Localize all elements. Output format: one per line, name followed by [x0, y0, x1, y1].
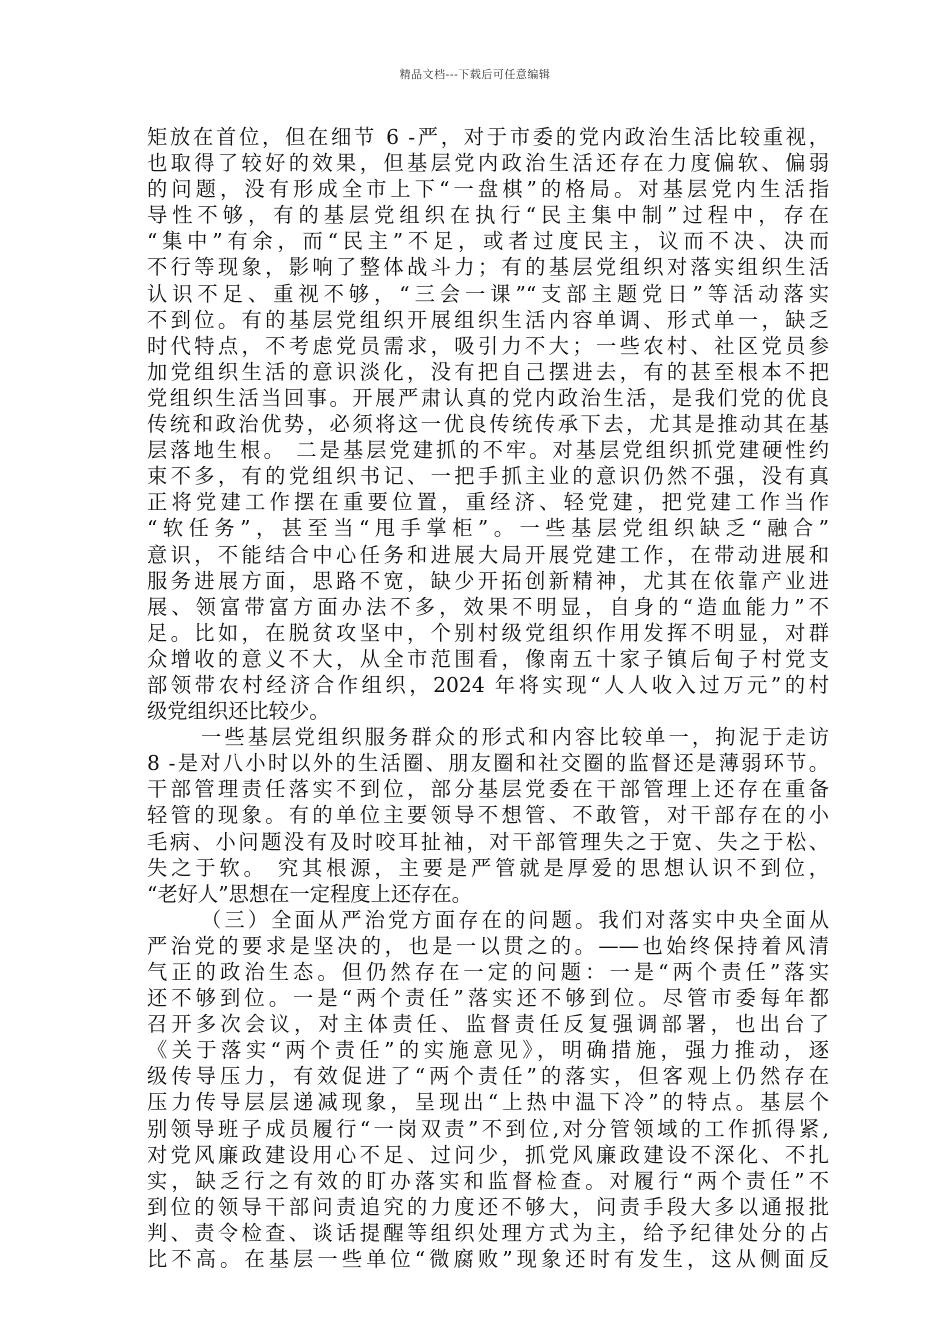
text-line: 束不多，有的党组织书记、一把手抓主业的意识仍然不强，没有真: [147, 464, 829, 489]
text-line: 矩放在首位，但在细节 6 -严，对于市委的党内政治生活比较重视，: [147, 125, 829, 149]
text-line: 一些基层党组织服务群众的形式和内容比较单一，拘泥于走访: [201, 725, 829, 750]
text-line: 服务进展方面，思路不宽，缺少开拓创新精神，尤其在依靠产业进: [147, 568, 829, 593]
text-line: 严治党的要求是坚决的，也是一以贯之的。——也始终保持着风清: [147, 933, 829, 958]
text-line: 传统和政治优势，必须将这一优良传统传承下去，尤其是推动其在基: [147, 412, 829, 437]
text-line: 还不够到位。一是“两个责任”落实还不够到位。尽管市委每年都: [147, 986, 829, 1011]
page-header: 精品文档---下载后可任意编辑: [399, 68, 551, 81]
text-line: （三）全面从严治党方面存在的问题。我们对落实中央全面从: [201, 907, 829, 932]
text-line: 比不高。在基层一些单位“微腐败”现象还时有发生，这从侧面反: [147, 1247, 829, 1272]
text-line: 导性不够，有的基层党组织在执行“民主集中制”过程中，存在: [147, 203, 829, 228]
text-line: 部领带农村经济合作组织，2024 年将实现“人人收入过万元”的村: [147, 672, 829, 697]
text-line: 判、责令检查、谈话提醒等组织处理方式为主，给予纪律处分的占: [147, 1220, 829, 1245]
text-line: 足。比如，在脱贫攻坚中，个别村级党组织作用发挥不明显，对群: [147, 620, 829, 645]
text-line: 实，缺乏行之有效的盯办落实和监督检查。对履行“两个责任”不: [147, 1168, 829, 1193]
text-line: 失之于软。 究其根源，主要是严管就是厚爱的思想认识不到位，: [147, 855, 829, 880]
text-line: 也取得了较好的效果，但基层党内政治生活还存在力度偏软、偏弱: [147, 151, 829, 176]
text-line: 不到位。有的基层党组织开展组织生活内容单调、形式单一，缺乏: [147, 307, 829, 332]
text-line: 层落地生根。 二是基层党建抓的不牢。对基层党组织抓党建硬性约: [147, 438, 829, 463]
paragraph-3: [147, 907, 829, 1272]
text-line: 毛病、小问题没有及时咬耳扯袖，对干部管理失之于宽、失之于松、: [147, 829, 829, 854]
text-line: “软任务”，甚至当“甩手掌柜”。一些基层党组织缺乏“融合”: [147, 516, 829, 541]
text-line: 气正的政治生态。但仍然存在一定的问题：一是“两个责任”落实: [147, 960, 829, 984]
text-line: 别领导班子成员履行“一岗双责”不到位,对分管领域的工作抓得紧,: [147, 1116, 829, 1141]
text-line: 时代特点，不考虑党员需求，吸引力不大；一些农村、社区党员参: [147, 333, 829, 358]
text-line: 8 -是对八小时以外的生活圈、朋友圈和社交圈的监督还是薄弱环节。: [147, 751, 829, 776]
text-line: 的问题，没有形成全市上下“一盘棋”的格局。对基层党内生活指: [147, 177, 829, 202]
text-line: 党组织生活当回事。开展严肃认真的党内政治生活，是我们党的优良: [147, 385, 829, 410]
text-line: 到位的领导干部问责追究的力度还不够大，问责手段大多以通报批: [147, 1194, 829, 1219]
text-line: “老好人”思想在一定程度上还存在。: [147, 881, 472, 906]
text-line: “集中”有余，而“民主”不足，或者过度民主，议而不决、决而: [147, 229, 829, 254]
text-line: 级传导压力，有效促进了“两个责任”的落实，但客观上仍然存在: [147, 1064, 829, 1089]
text-line: 众增收的意义不大，从全市范围看，像南五十家子镇后甸子村党支: [147, 646, 829, 671]
text-line: 意识，不能结合中心任务和进展大局开展党建工作，在带动进展和: [147, 542, 829, 567]
text-line: 《关于落实“两个责任”的实施意见》，明确措施，强力推动，逐: [147, 1038, 829, 1063]
text-line: 不行等现象，影响了整体战斗力；有的基层党组织对落实组织生活: [147, 255, 829, 280]
text-line: 对党风廉政建设用心不足、过问少，抓党风廉政建设不深化、不扎: [147, 1142, 829, 1167]
paragraph-2: [147, 724, 829, 907]
text-line: 级党组织还比较少。: [147, 699, 330, 724]
text-line: 正将党建工作摆在重要位置，重经济、轻党建，把党建工作当作: [147, 490, 829, 515]
text-line: 展、领富带富方面办法不多，效果不明显，自身的“造血能力”不: [147, 594, 829, 619]
text-line: 召开多次会议，对主体责任、监督责任反复强调部署，也出台了: [147, 1012, 829, 1037]
text-line: 认识不足、重视不够，“三会一课”“支部主题党日”等活动落实: [147, 281, 829, 306]
paragraph-1: [147, 124, 829, 724]
text-line: 轻管的现象。有的单位主要领导不想管、不敢管，对干部存在的小: [147, 803, 829, 828]
text-line: 加党组织生活的意识淡化，没有把自己摆进去，有的甚至根本不把: [147, 359, 829, 384]
text-line: 压力传导层层递减现象，呈现出“上热中温下冷”的特点。基层个: [147, 1090, 829, 1115]
text-line: 干部管理责任落实不到位，部分基层党委在干部管理上还存在重备: [147, 777, 829, 802]
document-body: [147, 124, 829, 1272]
